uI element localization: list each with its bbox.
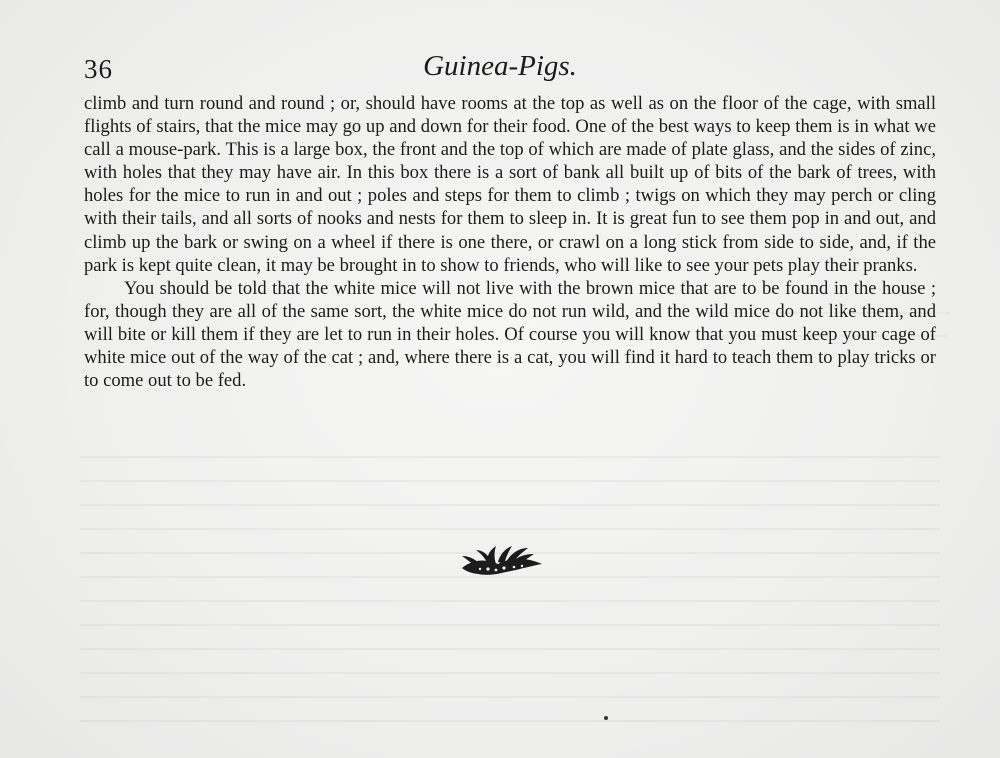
bleed-through-text	[80, 440, 940, 740]
foliage-vignette-icon	[458, 542, 546, 578]
page-number: 36	[84, 54, 113, 84]
paragraph-2: You should be told that the white mice will not live with the brown mice that are to be found in the house ; for, though they are all of the same sort, the white mice do not run wild, and the wild mice do not like them, and will bite or kill them if they are let to run in their holes. Of course you will know that you must keep your cage of white mice out of the way of the cat ; and, where there is a cat, you will find it hard to teach them to play tricks or to come out to be fed.	[84, 277, 936, 392]
body-text	[84, 92, 936, 392]
paragraph-1: climb and turn round and round ; or, should have rooms at the top as well as on the floor of the cage, with small flights of stairs, that the mice may go up and down for their food. One of the best ways to keep them is in what we call a mouse-park. This is a large box, the front and the top of which are made of plate glass, and the sides of zinc, with holes that they may have air. In this box there is a sort of bank all built up of bits of the bark of trees, with holes for the mice to run in and out ; poles and steps for them to climb ; twigs on which they may perch or cling with their tails, and all sorts of nooks and nests for them to sleep in. It is great fun to see them pop in and out, and climb up the bark or swing on a wheel if there is one there, or crawl on a long stick from side to side, and, if the park is kept quite clean, it may be brought in to show to friends, who will like to see your pets play their pranks.	[84, 93, 936, 276]
ink-speck	[604, 716, 608, 720]
running-head-title: Guinea-Pigs.	[423, 50, 577, 82]
